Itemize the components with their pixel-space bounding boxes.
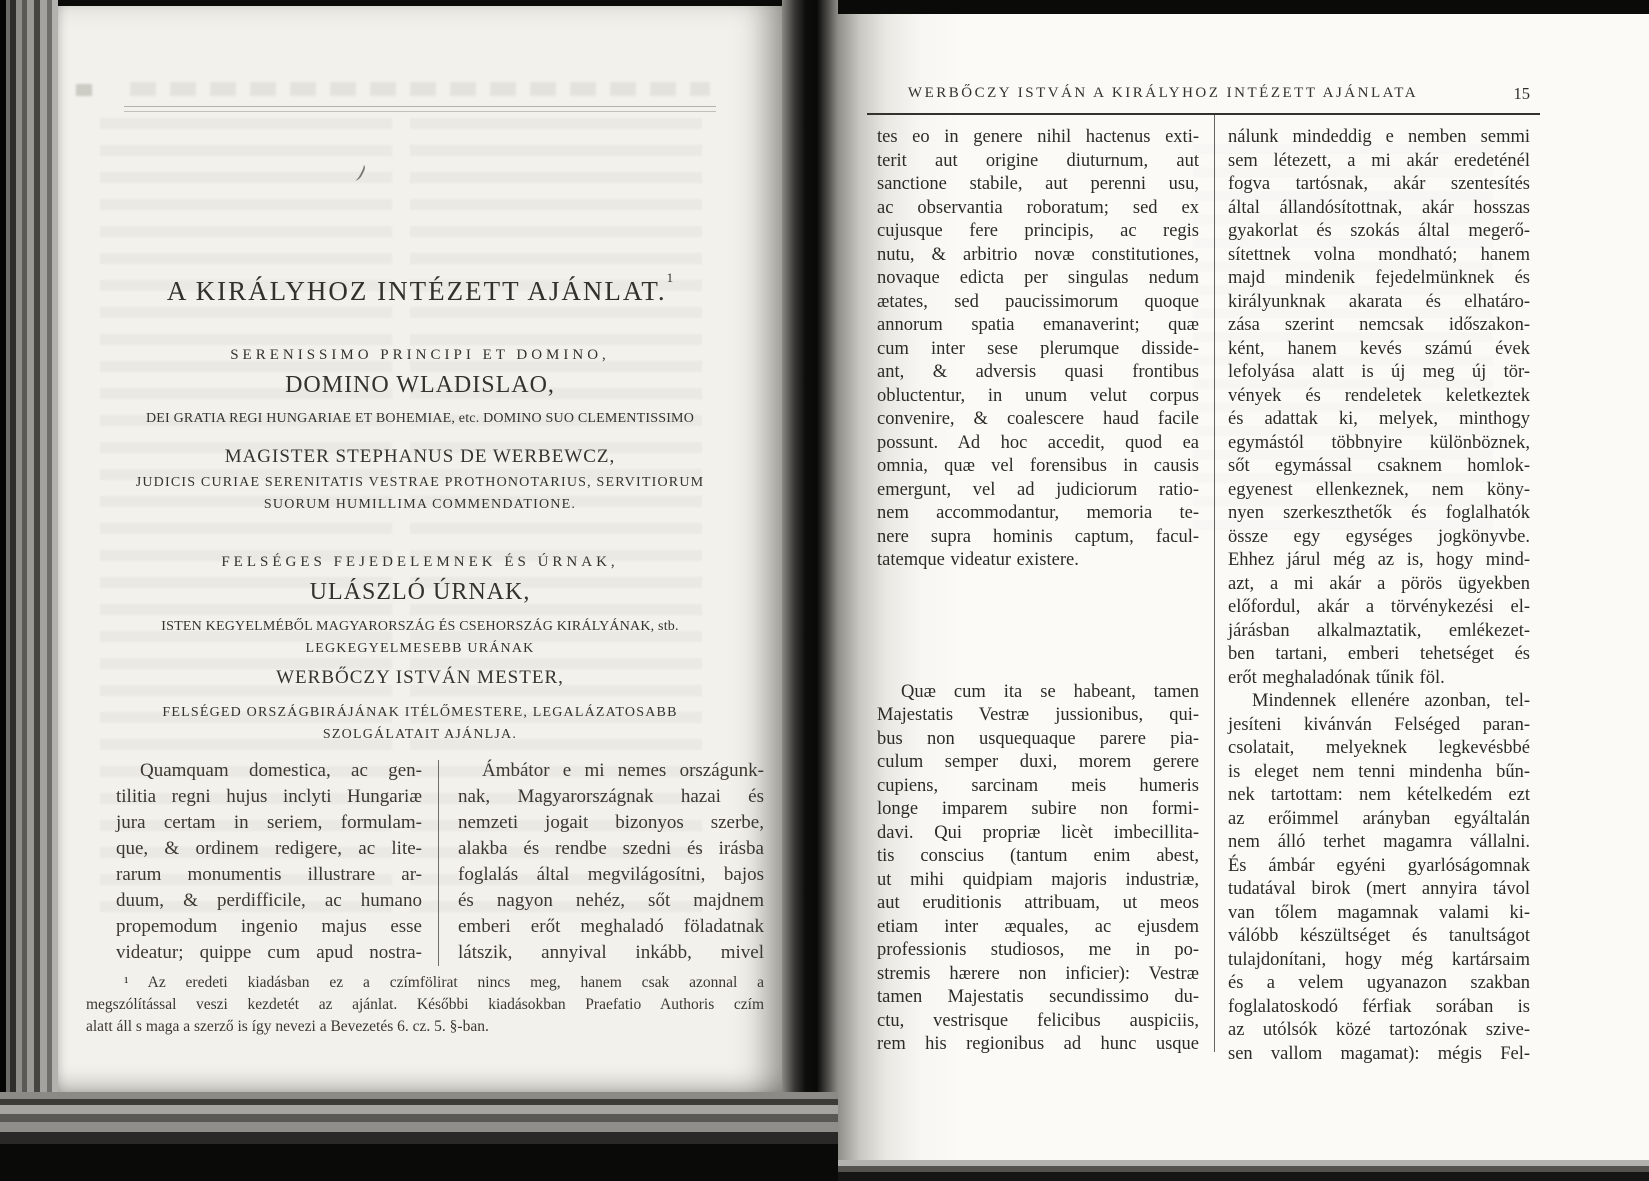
title-footnote-marker: 1 bbox=[666, 270, 674, 285]
text-line: obluctentur, in unum velut corpus bbox=[877, 385, 1199, 406]
text-line: possunt. Ad hoc accedit, quod ea bbox=[877, 432, 1199, 453]
text-line: is eleget nem tenni mindenha bűn- bbox=[1228, 761, 1530, 782]
paragraph bbox=[116, 758, 422, 966]
text-line: Majestatis Vestræ jussionibus, qui- bbox=[877, 705, 1199, 725]
text-line: össze egy egységes jogkönyvbe. bbox=[1228, 526, 1530, 547]
text-line: erőt meghaladónak tűnik föl. bbox=[1228, 667, 1445, 688]
text-line: propemodum ingenio majus esse bbox=[116, 916, 422, 937]
text-line: ac observantia roboratum; sed ex bbox=[877, 197, 1199, 218]
text-line: lefolyása alatt is új meg új tör- bbox=[1228, 362, 1530, 382]
text-line: Mindennek ellenére azonban, tel- bbox=[1252, 691, 1530, 711]
text-line: emberi erőt meghaladó föladatnak bbox=[458, 916, 764, 937]
left-page-text-columns bbox=[116, 758, 764, 970]
running-header: WERBŐCZY ISTVÁN A KIRÁLYHOZ INTÉZETT AJÁNLATA bbox=[907, 85, 1419, 101]
text-line: nak, Magyarországnak hazai és bbox=[458, 786, 764, 807]
text-line: nutu, & arbitrio novæ constitutiones, bbox=[877, 244, 1199, 265]
running-header-rule bbox=[867, 113, 1540, 115]
text-line: zása szerint nemcsak időszakon- bbox=[1228, 315, 1530, 335]
text-line: videatur; quippe cum apud nostra- bbox=[116, 942, 422, 963]
paragraph bbox=[1228, 126, 1530, 690]
dedication-latin-author: MAGISTER STEPHANUS DE WERBEWCZ, bbox=[224, 446, 616, 467]
text-line: cujusque fere principis, ac regis bbox=[877, 221, 1199, 241]
text-line: professionis studiosos, me in po- bbox=[877, 940, 1199, 960]
text-line: emergunt, vel ad judiciorum ratio- bbox=[877, 479, 1199, 500]
paragraph bbox=[877, 681, 1199, 1057]
text-line: nere supra hominis captum, facul- bbox=[877, 526, 1199, 547]
chapter-title-text: A KIRÁLYHOZ INTÉZETT AJÁNLAT. bbox=[166, 276, 667, 306]
text-line: que, & ordinem redigere, ac lite- bbox=[116, 838, 422, 859]
text-line: convenire, & coalescere haud facile bbox=[877, 409, 1199, 429]
dedication-hungarian-name: ULÁSZLÓ ÚRNAK, bbox=[309, 579, 531, 605]
text-line: nem accommodantur, memoria te- bbox=[877, 503, 1199, 523]
paragraph bbox=[1228, 690, 1530, 1066]
text-line: vények és rendeletek keletkeztek bbox=[1228, 385, 1530, 406]
text-line: ætates, sed paucissimorum quoque bbox=[877, 291, 1199, 312]
page-number: 15 bbox=[1513, 84, 1530, 103]
text-line: Quamquam domestica, ac gen- bbox=[140, 760, 422, 781]
dedication-hungarian-titles-line1: ISTEN KEGYELMÉBŐL MAGYARORSZÁG ÉS CSEHORSZÁG KIRÁLYÁNAK, stb. bbox=[161, 619, 679, 634]
text-line: annorum spatia emanaverint; quæ bbox=[877, 315, 1199, 335]
text-line: És ámbár egyéni gyarlóságomnak bbox=[1228, 855, 1530, 876]
dedication-hungarian-office-line2: SZOLGÁLATAIT AJÁNLJA. bbox=[322, 727, 518, 742]
dedication-latin-titles: DEI GRATIA REGI HUNGARIAE ET BOHEMIAE, etc. DOMINO SUO CLEMENTISSIMO bbox=[145, 411, 695, 426]
text-line: sanctione stabile, aut perenni usu, bbox=[877, 174, 1199, 194]
text-line: tes eo in genere nihil hactenus exti- bbox=[877, 127, 1199, 147]
text-line: ¹ Az eredeti kiadásban ez a czímfölirat nincs meg, hanem csak azonnal a bbox=[124, 974, 764, 991]
text-line: ként, hanem kevés számú évek bbox=[1228, 338, 1530, 359]
text-line: királyunknak akarata és elhatáro- bbox=[1228, 291, 1530, 312]
text-line: gyakorlat és szokás által megerő- bbox=[1228, 221, 1530, 241]
footnote bbox=[86, 972, 764, 1038]
hungarian-text-column bbox=[458, 758, 764, 966]
text-line: cum inter sese plerumque disside- bbox=[877, 338, 1199, 359]
text-line: Ehhez járul még az is, hogy mind- bbox=[1228, 550, 1530, 570]
text-line: csolatait, melyeknek legkevésbbé bbox=[1228, 738, 1530, 758]
text-line: tamen Majestatis secundissimo du- bbox=[877, 987, 1199, 1007]
text-line: rem his regionibus ad hunc usque bbox=[877, 1034, 1199, 1054]
text-line: nálunk mindeddig e nemben semmi bbox=[1228, 127, 1530, 147]
text-line: davi. Qui propriæ licèt imbecillita- bbox=[877, 822, 1199, 843]
text-line: tis conscius (tantum enim abest, bbox=[877, 846, 1199, 866]
text-line: megszólítással veszi kezdetét az ajánlat. Későbbi kiadásokban Praefatio Authoris czím bbox=[86, 996, 764, 1013]
text-line: novaque edicta per singulas nedum bbox=[877, 268, 1199, 288]
hungarian-text-column bbox=[1228, 126, 1530, 1066]
text-line: nek tartottam: nem kételkedém ezt bbox=[1228, 785, 1530, 805]
bleedthrough-page-number bbox=[76, 84, 92, 96]
dedication-latin-salutation: SERENISSIMO PRINCIPI ET DOMINO, bbox=[230, 347, 610, 363]
text-line: látszik, annyival inkább, mivel bbox=[458, 942, 764, 963]
column-divider-rule bbox=[438, 760, 439, 966]
text-line: tudatával birok (mert annyira távol bbox=[1228, 879, 1530, 899]
text-line: cupiens, sarcinam meis humeris bbox=[877, 775, 1199, 796]
text-line: és nagyon nehéz, sőt majdnem bbox=[458, 890, 764, 911]
text-line: alatt áll s maga a szerző is így nevezi a Bevezetés 6. cz. 5. §-ban. bbox=[86, 1018, 489, 1035]
text-line: válóbb készültséget és tanultságot bbox=[1228, 926, 1530, 946]
text-line: bus non usquequaque parere pia- bbox=[877, 728, 1199, 749]
text-line: jesíteni kivánván Felséged paran- bbox=[1228, 714, 1530, 735]
text-line: tulajdonítani, hogy még kartársaim bbox=[1228, 949, 1530, 970]
column-divider-rule bbox=[1214, 114, 1215, 1052]
text-line: és adattak ki, melyek, minthogy bbox=[1228, 409, 1530, 429]
text-line: Quæ cum ita se habeant, tamen bbox=[901, 681, 1199, 702]
text-line: sem létezett, a mi akár eredeténél bbox=[1228, 150, 1530, 171]
text-line: sőt egymással csaknem homlok- bbox=[1228, 456, 1530, 476]
dedication-latin-name: DOMINO WLADISLAO, bbox=[285, 372, 555, 398]
text-line: azt, a mi akár a pörös ügyekben bbox=[1228, 573, 1530, 594]
text-line: az erőimmel arányban egyáltalán bbox=[1228, 808, 1530, 829]
page-stack-edge-left bbox=[0, 0, 58, 1181]
text-line: nemzeti jogait bizonyos szerbe, bbox=[458, 812, 764, 833]
text-line: egyenest ellenkeznek, nem köny- bbox=[1228, 479, 1530, 500]
page-stack-edge-bottom bbox=[0, 1092, 838, 1181]
text-line: járásban alkalmaztatik, emlékezet- bbox=[1228, 620, 1530, 641]
text-line: stremis hærere non inficier): Vestræ bbox=[877, 963, 1199, 984]
chapter-title bbox=[88, 270, 752, 307]
text-line: van tőlem magamnak valami ki- bbox=[1228, 902, 1530, 923]
text-line: az utólsók közé tartozónak szive- bbox=[1228, 1020, 1530, 1040]
dedication-hungarian-office-line1: FELSÉGED ORSZÁGBIRÁJÁNAK ITÉLŐMESTERE, LEGALÁZATOSABB bbox=[162, 705, 678, 720]
text-line: sítettnek volna mondható; hanem bbox=[1228, 244, 1530, 265]
text-line: ctu, vestrisque felicibus auspiciis, bbox=[877, 1010, 1199, 1031]
text-line: alakba és rendbe szedni és irásba bbox=[458, 838, 764, 859]
bleedthrough-header-rule bbox=[124, 106, 716, 112]
text-line: majd mindenik fejedelmünknek és bbox=[1228, 268, 1530, 288]
text-line: duum, & perdifficile, ac humano bbox=[116, 890, 422, 911]
text-line: etiam inter æquales, ac ejusdem bbox=[877, 916, 1199, 937]
text-line: aut eruditionis attribuam, ut meos bbox=[877, 893, 1199, 913]
text-line: nem álló terhet magamra vállalni. bbox=[1228, 832, 1530, 852]
text-line: nyen szerkeszthetők és foglalhatók bbox=[1228, 503, 1530, 523]
dedication-latin-office-line2: SUORUM HUMILLIMA COMMENDATIONE. bbox=[263, 497, 577, 512]
text-line: ut mihi quidpiam majoris industriæ, bbox=[877, 869, 1199, 890]
text-line: sen vallom magamat): mégis Fel- bbox=[1228, 1043, 1530, 1064]
text-line: jura certam in seriem, formulam- bbox=[116, 812, 422, 833]
text-line: omnia, quæ vel forensibus in causis bbox=[877, 456, 1199, 476]
text-line: longe imparem subire non formi- bbox=[877, 799, 1199, 819]
paragraph bbox=[877, 126, 1199, 573]
text-line: foglalatoskodó férfiak sorában is bbox=[1228, 996, 1530, 1017]
text-line: terit aut origine diuturnum, aut bbox=[877, 150, 1199, 171]
text-line: ben tartani, emberi tehetséget és bbox=[1228, 644, 1530, 664]
text-line: egymástól többnyire különböznek, bbox=[1228, 432, 1530, 453]
dedication-latin-office-line1: JUDICIS CURIAE SERENITATIS VESTRAE PROTHONOTARIUS, SERVITIORUM bbox=[135, 475, 705, 490]
bleedthrough-running-header bbox=[130, 82, 710, 96]
dedication-hungarian-titles-line2: LEGKEGYELMESEBB URÁNAK bbox=[305, 641, 535, 656]
text-line: által állandósítottnak, akár hosszas bbox=[1228, 197, 1530, 218]
paragraph bbox=[458, 758, 764, 966]
text-line: tatemque videatur existere. bbox=[877, 550, 1079, 570]
dedication-hungarian-author: WERBŐCZY ISTVÁN MESTER, bbox=[276, 667, 564, 688]
paragraph bbox=[86, 972, 764, 1038]
text-line: rarum monumentis illustrare ar- bbox=[116, 864, 422, 885]
text-line: culum semper duxi, morem gerere bbox=[877, 752, 1199, 772]
dedication-hungarian-salutation: FELSÉGES FEJEDELEMNEK ÉS ÚRNAK, bbox=[221, 554, 619, 570]
text-line: fogva tartósnak, akár szentesítés bbox=[1228, 174, 1530, 194]
latin-text-column bbox=[877, 126, 1199, 1057]
text-line: foglalás által megvilágosítni, bajos bbox=[458, 864, 764, 885]
latin-text-column bbox=[116, 758, 422, 966]
right-page-bottom-edge bbox=[838, 1160, 1649, 1181]
text-line: tilitia regni hujus inclyti Hungariæ bbox=[116, 786, 422, 807]
text-line: ant, & adversis quasi frontibus bbox=[877, 362, 1199, 382]
binding-gutter-shadow bbox=[782, 0, 838, 1181]
text-line: előfordul, akár a törvénykezési el- bbox=[1228, 597, 1530, 617]
text-line: Ámbátor e mi nemes országunk- bbox=[482, 760, 764, 781]
text-line: és a velem ugyanazon szakban bbox=[1228, 973, 1530, 993]
